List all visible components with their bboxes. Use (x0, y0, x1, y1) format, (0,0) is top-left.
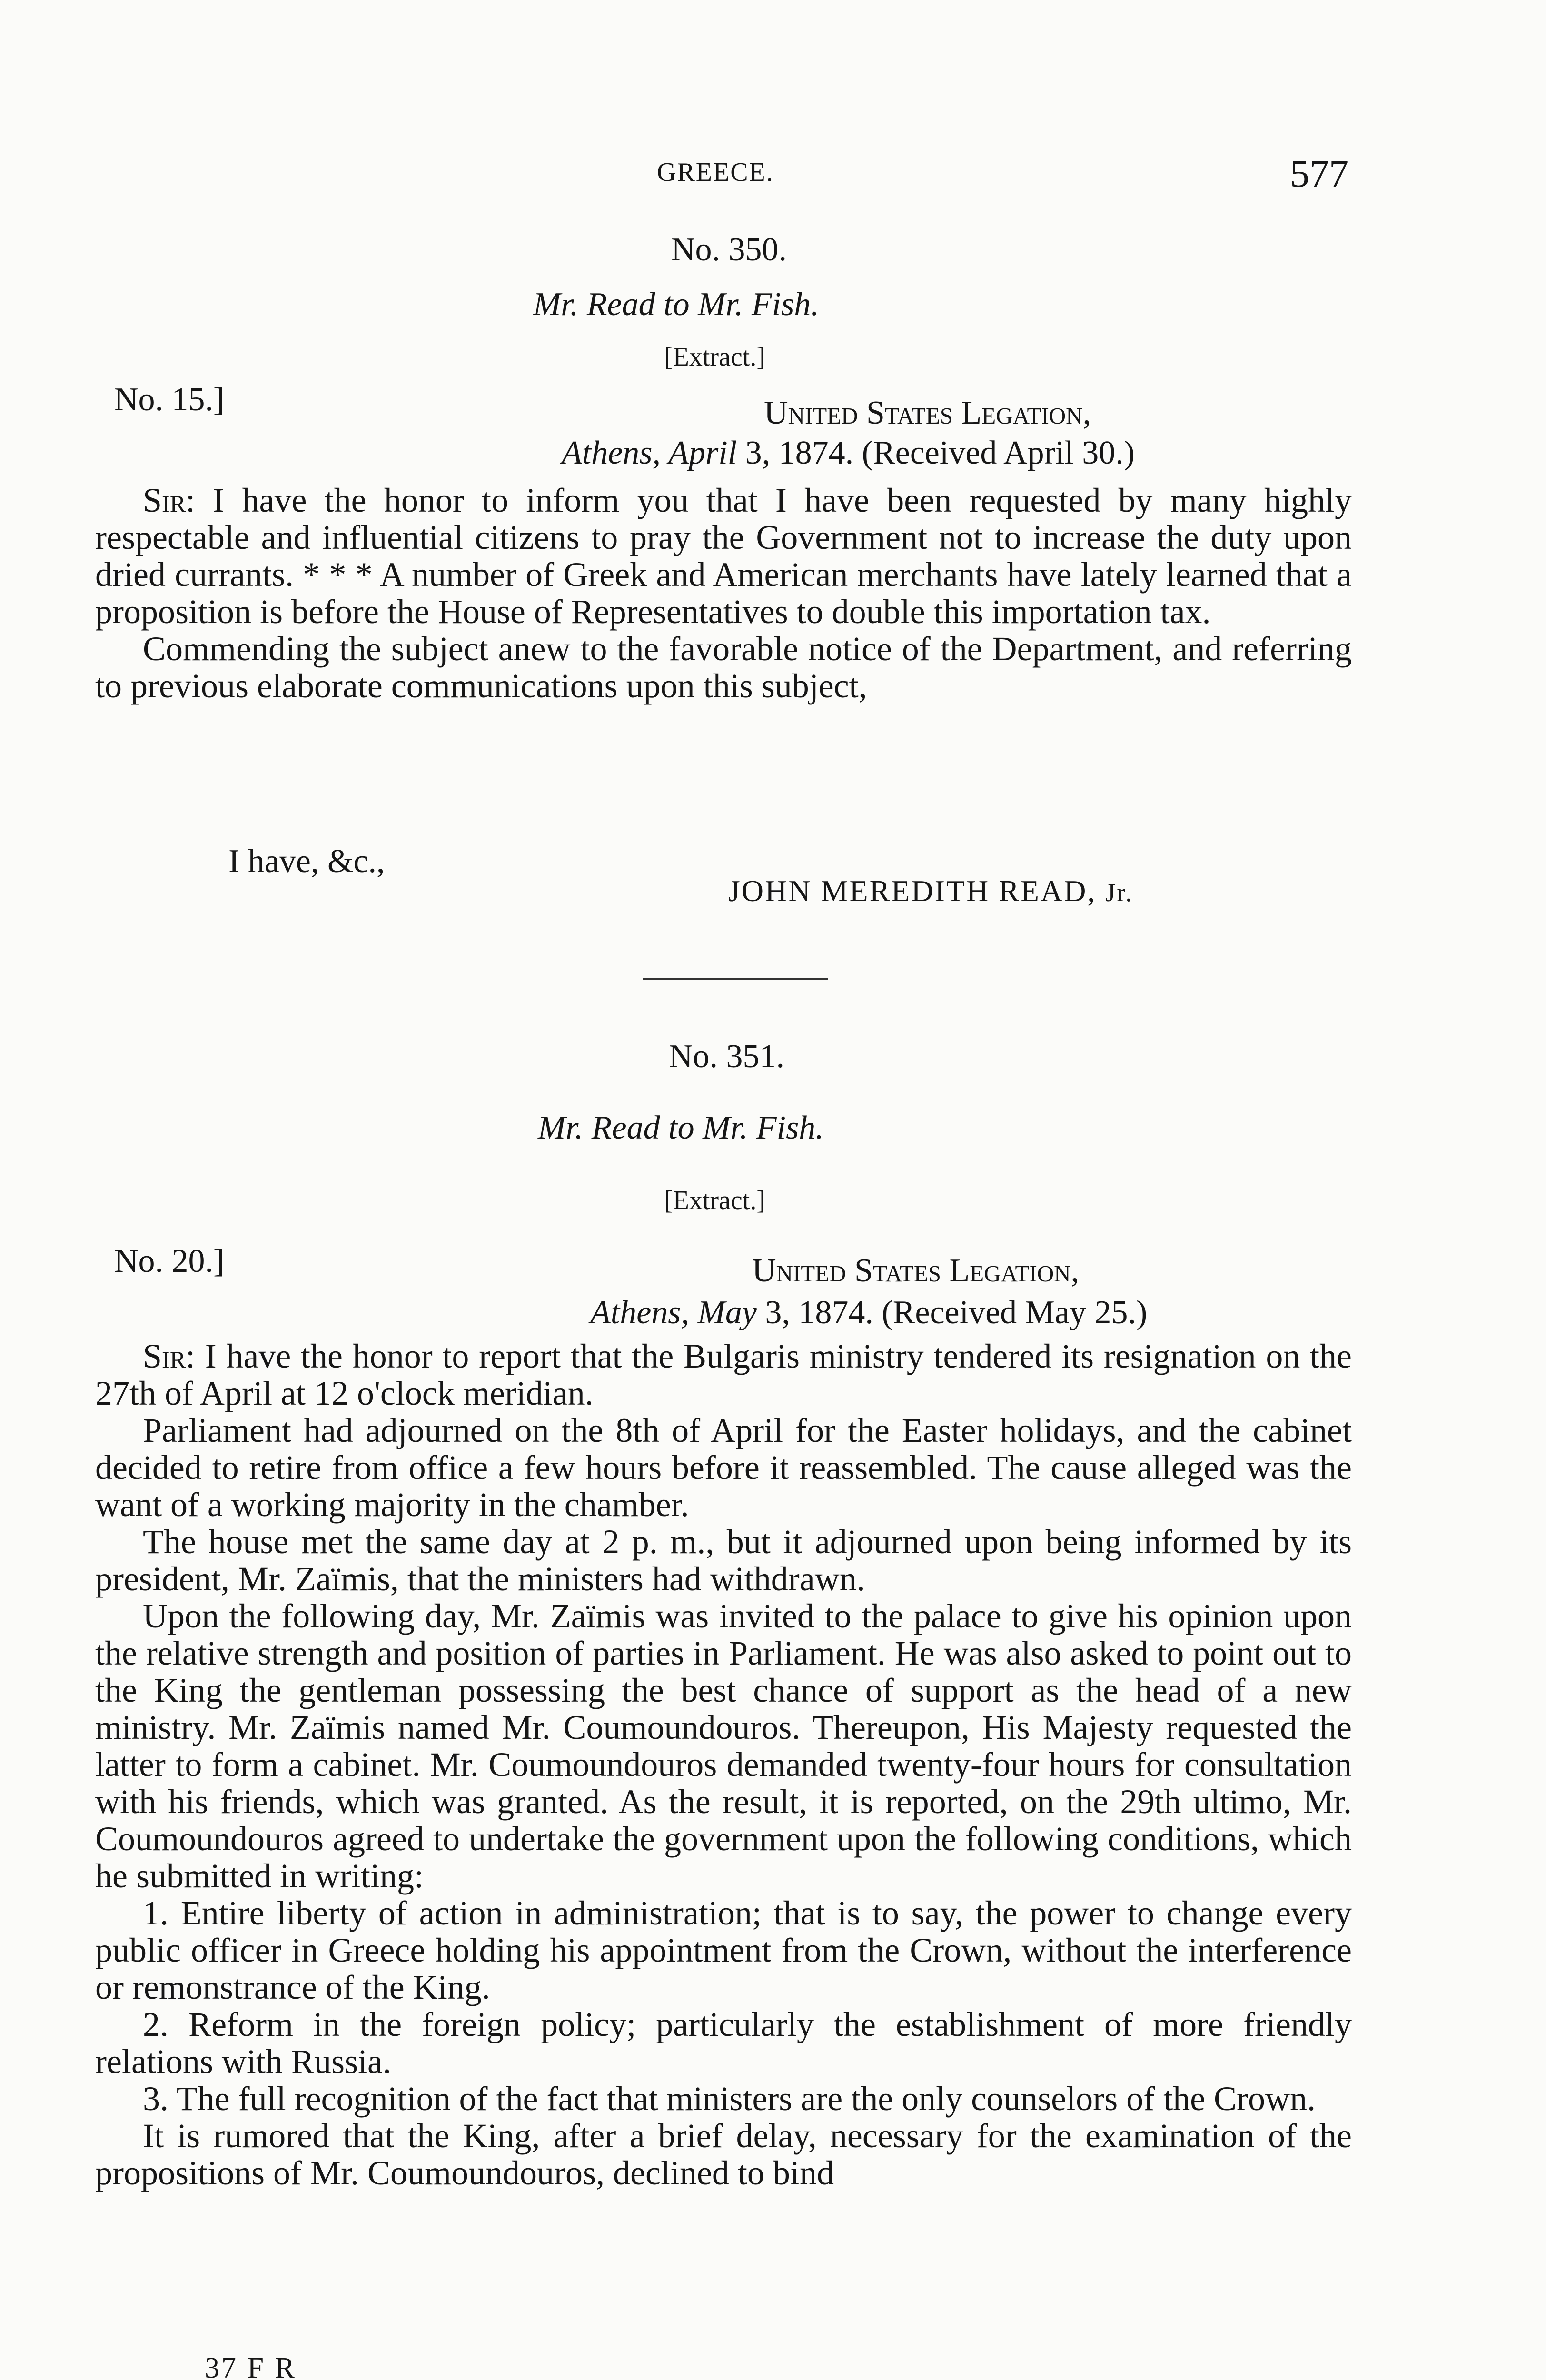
doc-heading-351: Mr. Read to Mr. Fish. (538, 1110, 824, 1146)
paragraph: 2. Reform in the foreign policy; particularly the establishment of more friendly relations with Russia. (95, 2005, 1352, 2081)
salutation: Sir (143, 1337, 186, 1375)
extract-label-350: [Extract.] (664, 342, 765, 372)
paragraph: Upon the following day, Mr. Zaïmis was invited to the palace to give his opinion upon the relative strength and position of parties in Parliament. He was also asked to point out to the King the gentleman possessing the best chance of support as the head of a new ministry. Mr. Zaïmis named Mr. Coumoundouros. Thereupon, His Majesty requested the latter to form a cabinet. Mr. Coumoundouros demanded twenty-four hours for consultation with his friends, which was granted. As the result, it is reported, on the 29th ultimo, Mr. Coumoundouros agreed to undertake the government upon the following conditions, which he submitted in writing: (95, 1597, 1352, 1895)
dispatch-number-15: No. 15.] (114, 381, 225, 418)
extract-label-351: [Extract.] (664, 1186, 765, 1215)
running-head: GREECE. (657, 158, 774, 187)
dateline-place-351: Athens, May (590, 1294, 757, 1331)
dateline-350 (562, 434, 1135, 472)
legation-header-350: United States Legation, (764, 395, 1091, 431)
doc-heading-350: Mr. Read to Mr. Fish. (533, 286, 819, 323)
footer-signature-mark: 37 F R (205, 2352, 297, 2380)
dispatch-number-20: No. 20.] (114, 1243, 225, 1279)
paragraph: Parliament had adjourned on the 8th of April for the Easter holidays, and the cabinet decided to retire from office a few hours before it reassembled. The cause alleged was the want of a working majority in the chamber. (95, 1411, 1352, 1524)
paragraph-text: : I have the honor to inform you that I have been requested by many highly respectable and influential citizens to pray the Government not to increase the duty upon dried currants. * * * A number of Greek and American merchants have lately learned that a proposition is before the House of Representatives to double this importation tax. (95, 481, 1352, 631)
legation-header-351: United States Legation, (752, 1252, 1080, 1289)
paragraph: The house met the same day at 2 p. m., but it adjourned upon being informed by its president, Mr. Zaïmis, that the ministers had withdrawn. (95, 1523, 1352, 1598)
body-text-350 (95, 482, 1352, 704)
doc-number-351: No. 351. (669, 1038, 785, 1075)
doc-number-350: No. 350. (671, 231, 787, 268)
signature-name: JOHN MEREDITH READ, (728, 874, 1097, 908)
paragraph (95, 1338, 1352, 1412)
section-divider (643, 978, 828, 980)
signature-350 (728, 873, 1133, 909)
salutation: Sir (143, 481, 186, 519)
dateline-place-350: Athens, April (562, 435, 737, 471)
paragraph: Commending the subject anew to the favorable notice of the Department, and referring to previous elaborate communications upon this subject, (95, 630, 1352, 705)
dateline-rest-350: 3, 1874. (Received April 30.) (737, 435, 1135, 471)
body-text-351 (95, 1338, 1352, 2192)
signature-suffix: Jr. (1105, 878, 1133, 907)
paragraph (95, 482, 1352, 630)
paragraph-text: : I have the honor to report that the Bulgaris ministry tendered its resignation on the 27th of April at 12 o'clock meridian. (95, 1337, 1352, 1412)
page-number: 577 (1290, 152, 1348, 195)
paragraph: 3. The full recognition of the fact that ministers are the only counselors of the Crown. (143, 2080, 1316, 2118)
closing-350: I have, &c., (228, 843, 385, 880)
paragraph: 1. Entire liberty of action in administration; that is to say, the power to change every public officer in Greece holding his appointment from the Crown, without the interference or remonstrance of the King. (95, 1894, 1352, 2006)
dateline-351 (590, 1294, 1147, 1332)
dateline-rest-351: 3, 1874. (Received May 25.) (756, 1294, 1148, 1331)
paragraph: It is rumored that the King, after a brief delay, necessary for the examination of the propositions of Mr. Coumoundouros, declined to bind (95, 2117, 1352, 2192)
